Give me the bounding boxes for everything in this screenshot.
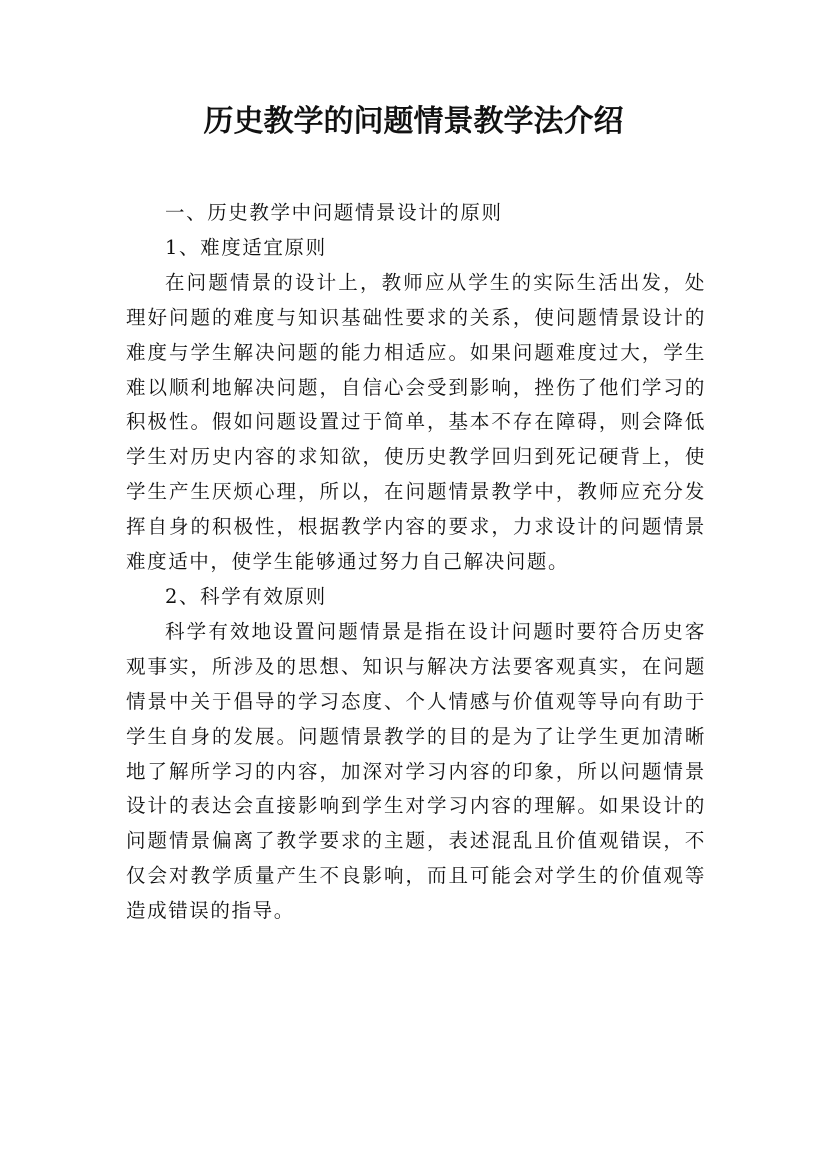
document-title: 历史教学的问题情景教学法介绍	[203, 104, 624, 139]
document-body	[126, 196, 706, 929]
section-heading: 一、历史教学中问题情景设计的原则	[165, 201, 503, 224]
paragraph-2: 科学有效地设置问题情景是指在设计问题时要符合历史客观事实，所涉及的思想、知识与解决方法要客观真实，在问题情景中关于倡导的学习态度、个人情感与价值观等导向有助于学生自身的发展。问题情景教学的目的是为了让学生更加清晰地了解所学习的内容，加深对学习内容的印象，所以问题情景设计的表达会直接影响到学生对学习内容的理解。如果设计的问题情景偏离了教学要求的主题，表述混乱且价值观错误，不仅会对教学质量产生不良影响，而且可能会对学生的价值观等造成错误的指导。	[126, 619, 706, 923]
paragraph-1: 在问题情景的设计上，教师应从学生的实际生活出发，处理好问题的难度与知识基础性要求的关系，使问题情景设计的难度与学生解决问题的能力相适应。如果问题难度过大，学生难以顺利地解决问题，自信心会受到影响，挫伤了他们学习的积极性。假如问题设置过于简单，基本不存在障碍，则会降低学生对历史内容的求知欲，使历史教学回归到死记硬背上，使学生产生厌烦心理，所以，在问题情景教学中，教师应充分发挥自身的积极性，根据教学内容的要求，力求设计的问题情景难度适中，使学生能够通过努力自己解决问题。	[126, 270, 706, 574]
subsection-heading-2: 2、科学有效原则	[165, 584, 327, 608]
subsection-heading-1: 1、难度适宜原则	[165, 235, 327, 259]
